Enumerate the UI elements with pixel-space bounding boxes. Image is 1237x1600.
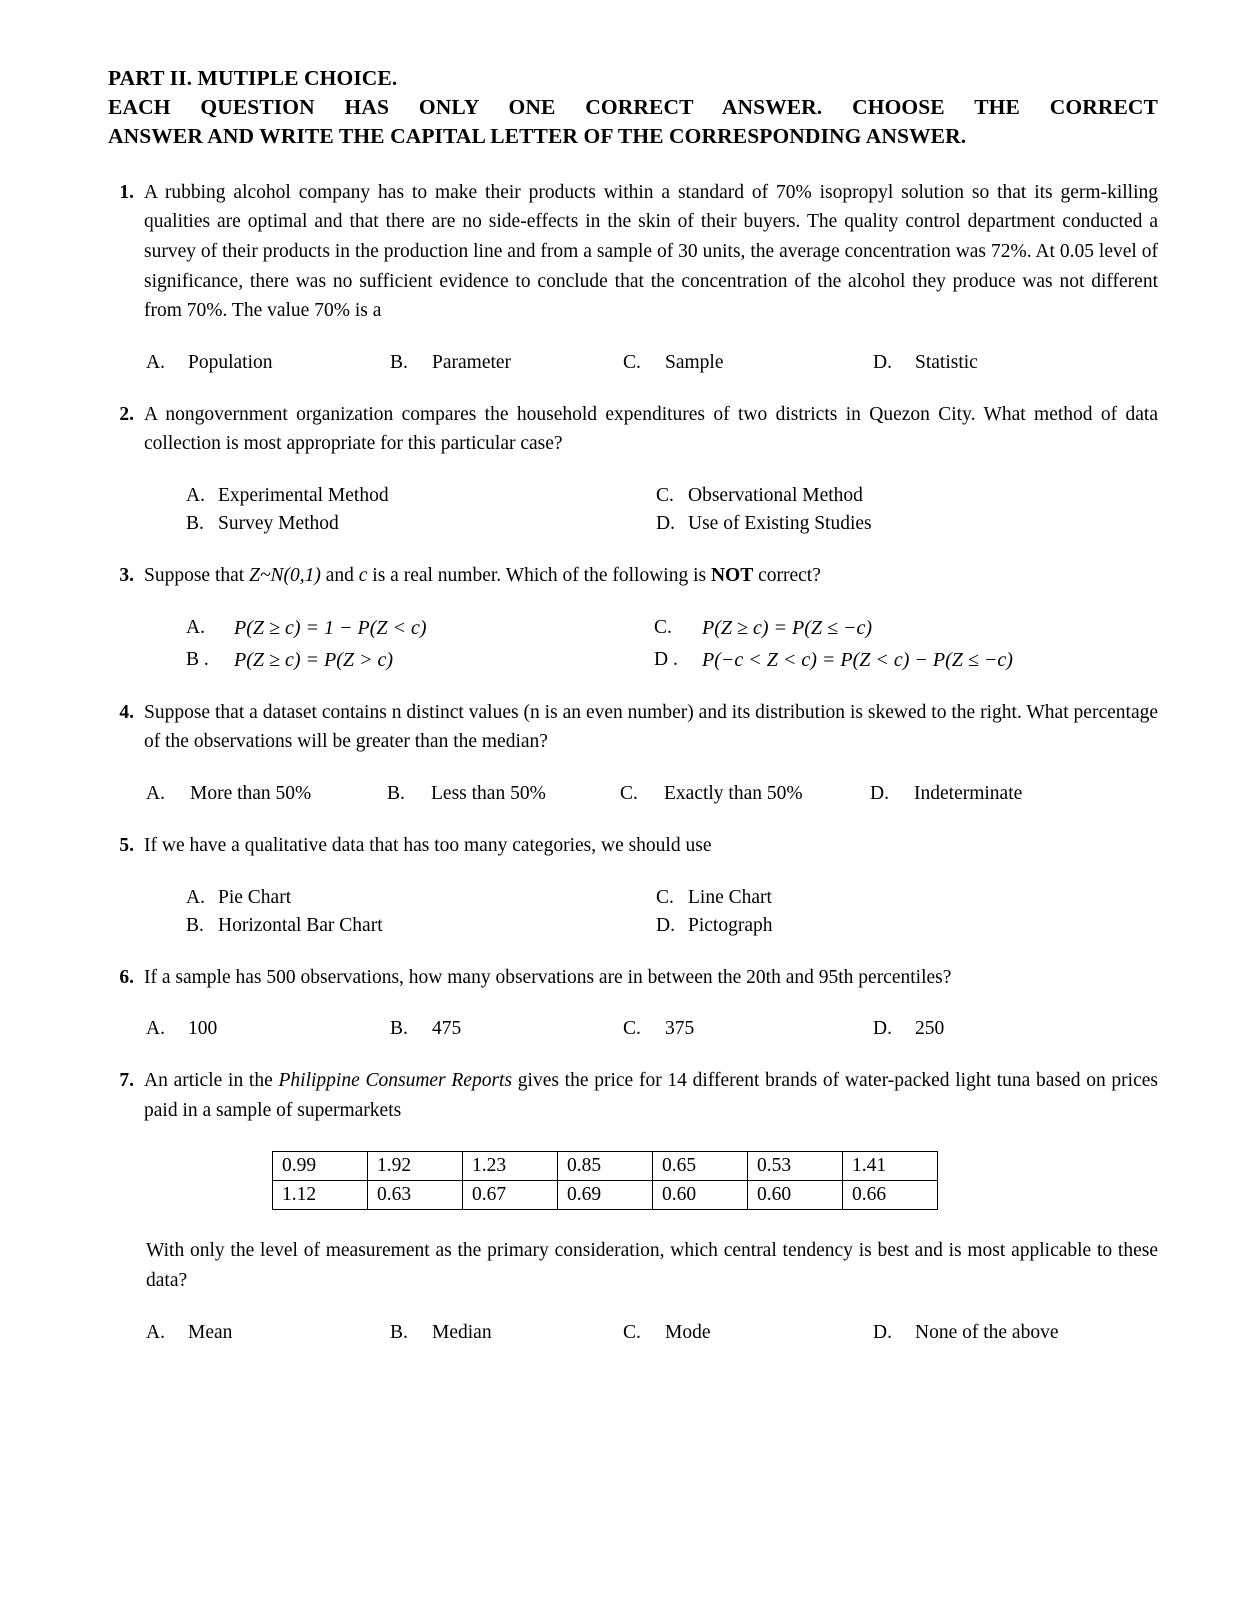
part-heading-line-3: ANSWER AND WRITE THE CAPITAL LETTER OF THE CORRESPONDING ANSWER. [108, 124, 967, 149]
option-label: Survey Method [218, 513, 339, 535]
question-5-option-c[interactable] [656, 887, 1158, 909]
question-5-number: 5. [119, 834, 134, 856]
table-row [273, 1181, 938, 1210]
option-letter: D. [873, 1018, 892, 1040]
question-1-options [108, 352, 1158, 374]
table-cell: 0.66 [843, 1181, 938, 1210]
question-6-options [108, 1018, 1158, 1040]
option-letter: C. [623, 1018, 641, 1040]
question-3 [108, 561, 1158, 591]
question-4-number: 4. [119, 701, 134, 723]
question-7 [108, 1066, 1158, 1125]
question-5-text: If we have a qualitative data that has too many categories, we should use [144, 834, 712, 856]
question-2-option-b[interactable] [186, 513, 656, 535]
option-letter: B. [186, 914, 204, 936]
table-row [273, 1152, 938, 1181]
question-3-text [144, 561, 1158, 591]
question-1-option-d[interactable] [873, 352, 1113, 374]
option-label: Parameter [432, 351, 512, 373]
question-5-options [108, 887, 1158, 937]
option-label: P(Z ≥ c) = 1 − P(Z < c) [234, 616, 427, 639]
question-1-number: 1. [119, 181, 134, 203]
question-7-number: 7. [119, 1070, 134, 1092]
question-7-option-c[interactable] [623, 1322, 873, 1344]
question-7-text-pre: An article in the [144, 1070, 279, 1092]
option-label: Use of Existing Studies [688, 513, 872, 535]
question-3-option-d[interactable] [654, 649, 1158, 672]
option-label: Mode [665, 1321, 711, 1343]
question-1 [108, 178, 1158, 326]
option-label: P(Z ≥ c) = P(Z > c) [234, 648, 394, 671]
question-4-option-a[interactable] [146, 783, 387, 805]
option-letter: B. [387, 782, 405, 804]
option-label: P(Z ≥ c) = P(Z ≤ −c) [702, 616, 873, 639]
option-letter: D. [656, 914, 675, 936]
option-letter: B. [390, 1321, 408, 1343]
option-letter: A. [146, 1018, 165, 1040]
option-letter: D . [654, 648, 678, 670]
question-6 [108, 963, 1158, 993]
table-cell: 0.63 [368, 1181, 463, 1210]
question-7-text-post: gives the price for 14 different brands of water-packed light tuna based on prices paid in a sample of supermarkets [144, 1070, 1158, 1121]
option-label: Horizontal Bar Chart [218, 914, 383, 936]
option-letter: C. [656, 886, 674, 908]
question-1-option-c[interactable] [623, 352, 873, 374]
option-label: Pictograph [688, 914, 773, 936]
question-4-text: Suppose that a dataset contains n distinct values (n is an even number) and its distribution is skewed to the right. What percentage of the observations will be greater than the median? [144, 701, 1158, 753]
option-letter: C. [656, 485, 674, 507]
option-letter: C. [620, 782, 638, 804]
question-3-emphasis-not: NOT [710, 565, 754, 587]
question-5 [108, 831, 1158, 861]
question-1-option-b[interactable] [390, 352, 623, 374]
question-4-option-c[interactable] [620, 783, 870, 805]
question-2-option-a[interactable] [186, 485, 656, 507]
option-label: P(−c < Z < c) = P(Z < c) − P(Z ≤ −c) [702, 648, 1013, 671]
part-heading-line-2: EACH QUESTION HAS ONLY ONE CORRECT ANSWER. CHOOSE THE CORRECT [108, 95, 1158, 120]
option-label: Observational Method [688, 485, 863, 507]
question-2 [108, 400, 1158, 459]
option-letter: C. [623, 351, 641, 373]
option-label: 475 [432, 1018, 462, 1040]
question-7-option-a[interactable] [146, 1322, 390, 1344]
question-4-option-d[interactable] [870, 783, 1110, 805]
option-letter: B. [390, 351, 408, 373]
part-heading-line-1: PART II. MUTIPLE CHOICE. [108, 66, 398, 90]
option-letter: A. [186, 886, 205, 908]
question-5-option-d[interactable] [656, 915, 1158, 937]
option-letter: B. [390, 1018, 408, 1040]
question-2-option-c[interactable] [656, 485, 1158, 507]
option-label: Experimental Method [218, 485, 389, 507]
option-letter: D. [870, 782, 889, 804]
table-cell: 0.69 [558, 1181, 653, 1210]
table-cell: 0.65 [653, 1152, 748, 1181]
question-3-option-c[interactable] [654, 617, 1158, 640]
table-cell: 0.85 [558, 1152, 653, 1181]
option-label: Indeterminate [914, 782, 1023, 804]
question-4-options [108, 783, 1158, 805]
tuna-price-table [272, 1151, 938, 1210]
option-letter: B. [186, 513, 204, 535]
table-cell: 0.60 [748, 1181, 843, 1210]
question-7-option-d[interactable] [873, 1322, 1113, 1344]
option-letter: A. [146, 782, 165, 804]
table-cell: 1.92 [368, 1152, 463, 1181]
question-3-variable: c [358, 565, 368, 587]
question-7-text [144, 1066, 1158, 1125]
option-label: Less than 50% [431, 782, 546, 804]
question-4-option-b[interactable] [387, 783, 620, 805]
question-4 [108, 698, 1158, 757]
option-letter: D. [873, 351, 892, 373]
question-6-option-b[interactable] [390, 1018, 623, 1040]
question-7-option-b[interactable] [390, 1322, 623, 1344]
option-label: Mean [188, 1321, 233, 1343]
question-6-option-d[interactable] [873, 1018, 1113, 1040]
option-label: 375 [665, 1018, 695, 1040]
question-6-number: 6. [119, 966, 134, 988]
question-5-option-b[interactable] [186, 915, 656, 937]
table-cell: 1.12 [273, 1181, 368, 1210]
question-3-text-mid: and [320, 565, 359, 587]
question-7-publication-title: Philippine Consumer Reports [278, 1070, 513, 1092]
question-2-option-d[interactable] [656, 513, 1158, 535]
table-cell: 0.60 [653, 1181, 748, 1210]
option-label: Median [432, 1321, 492, 1343]
question-3-options [108, 617, 1158, 672]
option-letter: A. [186, 485, 205, 507]
option-label: Sample [665, 351, 724, 373]
question-3-text-post: is a real number. Which of the following is [367, 565, 711, 587]
option-label: Population [188, 351, 273, 373]
question-6-option-a[interactable] [146, 1018, 390, 1040]
question-3-text-end: correct? [753, 565, 821, 587]
table-cell: 0.53 [748, 1152, 843, 1181]
option-label: Line Chart [688, 886, 772, 908]
tuna-price-table-wrapper [108, 1151, 1158, 1210]
option-label: More than 50% [190, 782, 312, 804]
question-3-text-pre: Suppose that [144, 565, 250, 587]
table-cell: 1.23 [463, 1152, 558, 1181]
question-1-option-a[interactable] [146, 352, 390, 374]
question-3-distribution: Z~N(0,1) [249, 565, 321, 587]
document-content [108, 64, 1158, 1344]
option-label: 100 [188, 1018, 218, 1040]
question-1-text: A rubbing alcohol company has to make their products within a standard of 70% isopropyl solution so that its germ-killing qualities are optimal and that there are no side-effects in the skin of their buyers. The quality control department conducted a survey of their products in the production line and from a sample of 30 units, the average concentration was 72%. At 0.05 level of significance, there was no sufficient evidence to conclude that the concentration of the alcohol they produce was not different from 70%. The value 70% is a [144, 181, 1158, 322]
question-7-options [108, 1322, 1158, 1344]
option-label: Exactly than 50% [664, 782, 803, 804]
option-label: Statistic [915, 351, 978, 373]
option-letter: B . [186, 648, 209, 670]
option-label: 250 [915, 1018, 945, 1040]
table-cell: 0.99 [273, 1152, 368, 1181]
question-7-followup-text: With only the level of measurement as the primary consideration, which central tendency is best and is most applicable to these data? [146, 1240, 1158, 1292]
question-6-option-c[interactable] [623, 1018, 873, 1040]
table-cell: 1.41 [843, 1152, 938, 1181]
option-letter: C. [623, 1321, 641, 1343]
option-letter: D. [656, 513, 675, 535]
question-2-options [108, 485, 1158, 535]
part-heading [108, 64, 1158, 152]
option-label: None of the above [915, 1321, 1059, 1343]
question-6-text: If a sample has 500 observations, how many observations are in between the 20th and 95th percentiles? [144, 966, 952, 988]
option-letter: D. [873, 1321, 892, 1343]
question-5-option-a[interactable] [186, 887, 656, 909]
option-letter: A. [146, 351, 165, 373]
option-letter: A. [146, 1321, 165, 1343]
question-3-option-b[interactable] [186, 649, 654, 672]
question-3-option-a[interactable] [186, 617, 654, 640]
question-2-text: A nongovernment organization compares the household expenditures of two districts in Quezon City. What method of data collection is most appropriate for this particular case? [144, 403, 1158, 455]
option-label: Pie Chart [218, 886, 292, 908]
table-cell: 0.67 [463, 1181, 558, 1210]
question-2-number: 2. [119, 403, 134, 425]
option-letter: A. [186, 616, 205, 638]
question-3-number: 3. [119, 565, 134, 587]
option-letter: C. [654, 616, 672, 638]
